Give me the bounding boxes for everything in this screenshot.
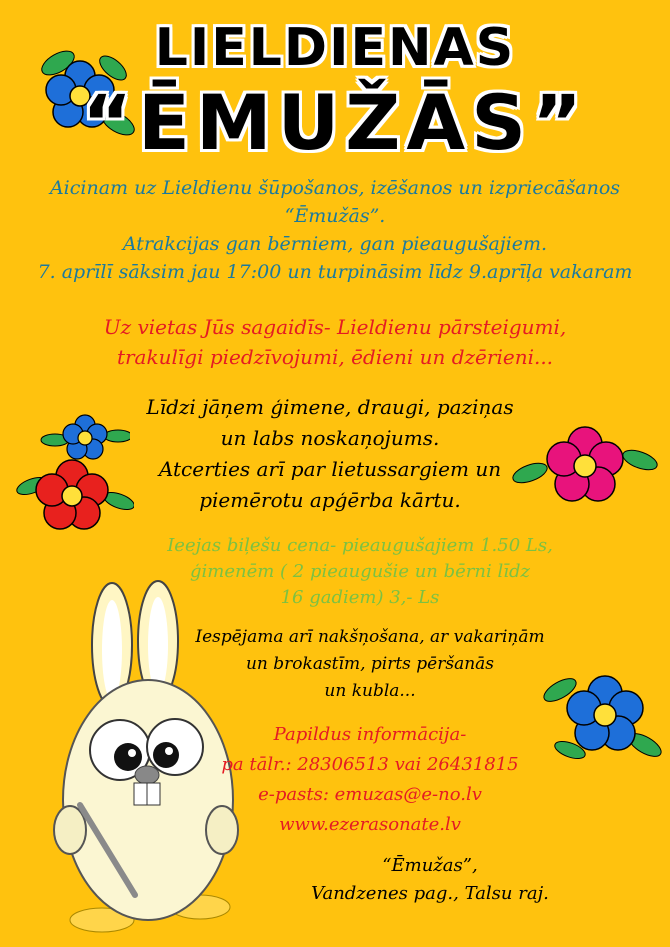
surprises-line: Uz vietas Jūs sagaidīs- Lieldienu pārsteigumi,: [103, 315, 567, 339]
venue-address: [230, 852, 630, 908]
invitation-text: [20, 174, 650, 286]
bring-line: piemērotu apģērba kārtu.: [199, 488, 461, 512]
contact-info: [200, 720, 540, 840]
overnight-line: un kubla...: [324, 681, 416, 701]
invitation-line: Aicinam uz Lieldienu šūpošanos, izēšanos un izpriecāšanos: [49, 177, 621, 199]
bring-line: Līdzi jāņem ģimene, draugi, paziņas: [146, 395, 514, 419]
price-line: ģimenēm ( 2 pieaugušie un bērni līdz: [190, 561, 530, 582]
price-line: 16 gadiem) 3,- Ls: [280, 587, 440, 608]
contact-email: e-pasts: emuzas@e-no.lv: [258, 784, 482, 805]
contact-phone: pa tālr.: 28306513 vai 26431815: [221, 754, 519, 775]
invitation-line: “Ēmužās”.: [284, 205, 386, 227]
bring-along-text: [100, 392, 560, 516]
invitation-line: 7. aprīlī sāksim jau 17:00 un turpināsim līdz 9.aprīļa vakaram: [37, 261, 633, 283]
bring-line: Atcerties arī par lietussargiem un: [158, 457, 502, 481]
contact-heading: Papildus informācija-: [273, 724, 467, 745]
surprises-text: [20, 312, 650, 372]
overnight-line: un brokastīm, pirts pēršanās: [245, 654, 495, 674]
ticket-prices-text: [120, 533, 600, 611]
invitation-line: Atrakcijas gan bērniem, gan pieaugušajiem.: [122, 233, 548, 255]
overnight-text: [180, 624, 560, 705]
price-line: Ieejas biļešu cena- pieaugušajiem 1.50 Ls,: [167, 535, 553, 556]
venue-name: “Ēmužas”,: [382, 855, 478, 876]
surprises-line: trakulīgi piedzīvojumi, ēdieni un dzērieni...: [116, 345, 554, 369]
poster-title-line1: LIELDIENAS: [154, 18, 516, 78]
bring-line: un labs noskaņojums.: [220, 426, 440, 450]
poster-title-line2: “ĒMUŽĀS”: [82, 78, 588, 167]
venue-location: Vandzenes pag., Talsu raj.: [311, 883, 549, 904]
overnight-line: Iespējama arī nakšņošana, ar vakariņām: [195, 627, 545, 647]
contact-website: www.ezerasonate.lv: [279, 814, 461, 835]
